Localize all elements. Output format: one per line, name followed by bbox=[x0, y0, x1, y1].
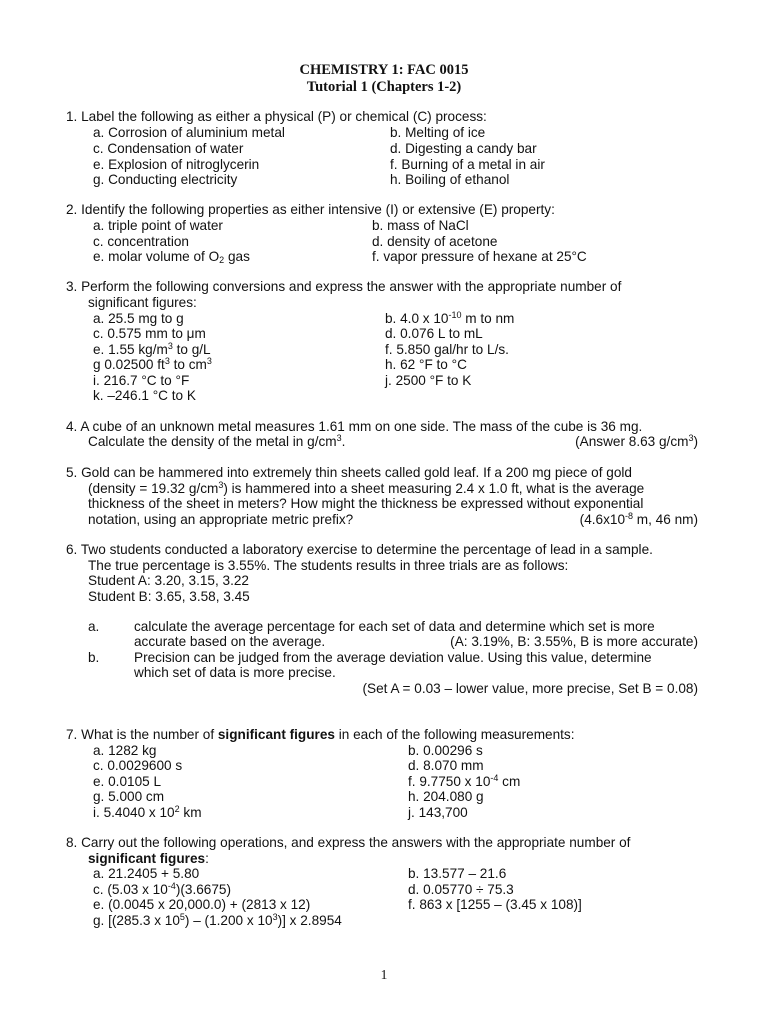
q6-part-a-answer: (A: 3.19%, B: 3.55%, B is more accurate) bbox=[450, 634, 698, 649]
q3-item-j: j. 2500 °F to K bbox=[385, 373, 472, 388]
q3-item-c: c. 0.575 mm to μm bbox=[93, 326, 206, 341]
question-7-stem: 7. What is the number of significant figures in each of the following measurements: bbox=[66, 727, 575, 742]
q7-item-i: i. 5.4040 x $10^2$ km bbox=[93, 804, 202, 820]
q3-item-b: b. 4.0 x $10^{-10}$ m to nm bbox=[385, 310, 515, 326]
page-title: CHEMISTRY 1: FAC 0015 bbox=[299, 62, 469, 78]
q7-item-c: c. 0.0029600 s bbox=[93, 758, 183, 773]
q6-part-a-line-1: calculate the average percentage for each set of data and determine which set is more bbox=[134, 619, 655, 634]
q1-item-h: h. Boiling of ethanol bbox=[390, 172, 510, 187]
q3-item-g: g 0.02500 $ft^3$ to $cm^3$ bbox=[93, 356, 212, 372]
q1-item-d: d. Digesting a candy bar bbox=[390, 141, 537, 156]
q8-item-c: c. (5.03 x $10^{-4})(3.6675)$ bbox=[93, 881, 231, 897]
q2-item-c: c. concentration bbox=[93, 234, 189, 249]
q6-part-b-label: b. bbox=[88, 650, 100, 665]
question-6-stem: 6. Two students conducted a laboratory exercise to determine the percentage of lead in a sample. bbox=[66, 542, 653, 557]
question-5-line-4: notation, using an appropriate metric prefix? bbox=[88, 512, 354, 527]
q7-item-b: b. 0.00296 s bbox=[408, 743, 483, 758]
q1-item-g: g. Conducting electricity bbox=[93, 172, 238, 187]
q3-item-h: h. 62 °F to °C bbox=[385, 357, 467, 372]
question-4-answer: (Answer 8.63 $g/cm^3$) bbox=[575, 433, 698, 449]
page-subtitle: Tutorial 1 (Chapters 1-2) bbox=[306, 79, 462, 95]
q6-part-b-answer: (Set A = 0.03 – lower value, more precise, Set B = 0.08) bbox=[362, 681, 698, 696]
question-2-stem: 2. Identify the following properties as either intensive (I) or extensive (E) property: bbox=[66, 202, 555, 217]
question-5-answer: ($4.6x10^{-8}$ m, 46 nm) bbox=[579, 511, 698, 527]
q7-item-g: g. 5.000 cm bbox=[93, 789, 165, 804]
q3-item-i: i. 216.7 °C to °F bbox=[93, 373, 190, 388]
q6-part-b-line-1: Precision can be judged from the average deviation value. Using this value, determine bbox=[134, 650, 652, 665]
q6-part-b-line-2: which set of data is more precise. bbox=[134, 665, 336, 680]
page-number: 1 bbox=[380, 967, 388, 982]
question-6-student-a: Student A: 3.20, 3.15, 3.22 bbox=[88, 573, 249, 588]
q7-item-d: d. 8.070 mm bbox=[408, 758, 484, 773]
q2-item-b: b. mass of NaCl bbox=[372, 218, 469, 233]
q3-item-a: a. 25.5 mg to g bbox=[93, 311, 184, 326]
q8-item-g: g. [(285.3 x $10^5) - (1.200$ x $10^3$)] x 2.8954 bbox=[93, 912, 342, 928]
question-8-stem: 8. Carry out the following operations, and express the answers with the appropriate number of bbox=[66, 835, 631, 850]
q2-item-d: d. density of acetone bbox=[372, 234, 498, 249]
q8-item-e: e. (0.0045 x 20,000.0) + (2813 x 12) bbox=[93, 897, 311, 912]
question-6-student-b: Student B: 3.65, 3.58, 3.45 bbox=[88, 589, 250, 604]
q3-item-e: e. 1.55 $kg/m^3$ to g/L bbox=[93, 341, 211, 357]
q3-item-d: d. 0.076 L to mL bbox=[385, 326, 483, 341]
question-8-stem-cont: significant figures: bbox=[88, 851, 209, 866]
q8-item-f: f. 863 x [1255 – (3.45 x 108)] bbox=[408, 897, 582, 912]
q3-item-f: f. 5.850 gal/hr to L/s. bbox=[385, 342, 509, 357]
question-4-stem: 4. A cube of an unknown metal measures 1.61 mm on one side. The mass of the cube is 36 mg. bbox=[66, 419, 643, 434]
q2-item-a: a. triple point of water bbox=[93, 218, 223, 233]
q8-item-b: b. 13.577 – 21.6 bbox=[408, 866, 507, 881]
question-6-line-2: The true percentage is 3.55%. The students results in three trials are as follows: bbox=[88, 558, 569, 573]
q7-item-h: h. 204.080 g bbox=[408, 789, 484, 804]
q3-item-k: k. –246.1 °C to K bbox=[93, 388, 196, 403]
question-5-line-3: thickness of the sheet in meters? How might the thickness be expressed without exponential bbox=[88, 496, 644, 511]
q2-item-f: f. vapor pressure of hexane at 25°C bbox=[372, 249, 587, 264]
q7-item-e: e. 0.0105 L bbox=[93, 774, 162, 789]
q2-item-e: e. molar volume of $O_2$ gas bbox=[93, 249, 250, 265]
q1-item-b: b. Melting of ice bbox=[390, 125, 486, 140]
question-5-stem: 5. Gold can be hammered into extremely thin sheets called gold leaf. If a 200 mg piece of gold bbox=[66, 465, 632, 480]
q1-item-f: f. Burning of a metal in air bbox=[390, 157, 545, 172]
q7-item-a: a. 1282 kg bbox=[93, 743, 157, 758]
question-3-stem-cont: significant figures: bbox=[88, 295, 197, 310]
question-4-stem-cont: Calculate the density of the metal in $g/cm^3$. bbox=[88, 433, 346, 449]
q7-item-f: f. 9.7750 x $10^{-4}$ cm bbox=[408, 773, 521, 789]
q1-item-a: a. Corrosion of aluminium metal bbox=[93, 125, 285, 140]
question-3-stem: 3. Perform the following conversions and express the answer with the appropriate number of bbox=[66, 279, 622, 294]
q8-item-a: a. 21.2405 + 5.80 bbox=[93, 866, 200, 881]
q1-item-c: c. Condensation of water bbox=[93, 141, 244, 156]
q8-item-d: d. 0.05770 ÷ 75.3 bbox=[408, 882, 514, 897]
q6-part-a-label: a. bbox=[88, 619, 100, 634]
q6-part-a-line-2: accurate based on the average. bbox=[134, 634, 326, 649]
q7-item-j: j. 143,700 bbox=[408, 805, 468, 820]
q1-item-e: e. Explosion of nitroglycerin bbox=[93, 157, 260, 172]
question-5-line-2: (density = 19.32 $g/cm^3$) is hammered into a sheet measuring 2.4 x 1.0 ft, what is the average bbox=[88, 480, 645, 496]
question-1-stem: 1. Label the following as either a physical (P) or chemical (C) process: bbox=[66, 109, 487, 124]
